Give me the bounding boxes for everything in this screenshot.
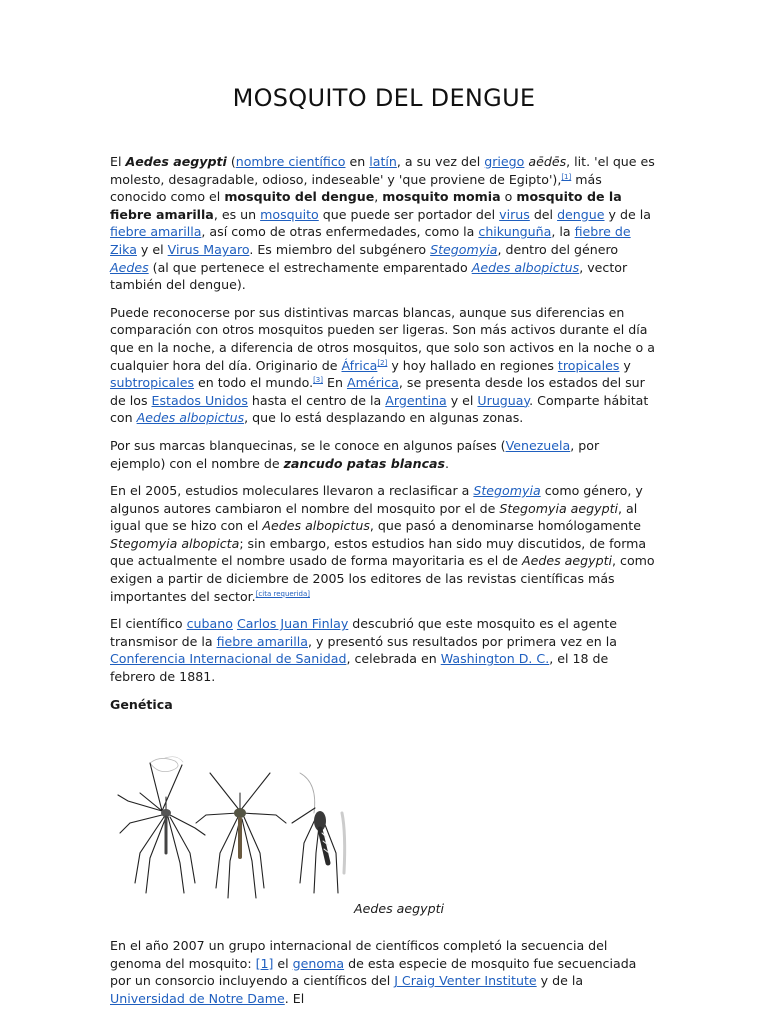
greek-word: aēdēs: [528, 154, 567, 169]
link-africa[interactable]: África: [341, 357, 378, 373]
link-nombre-cientifico[interactable]: nombre científico: [235, 154, 346, 169]
reference-1[interactable]: [1]: [561, 172, 572, 181]
link-zika[interactable]: fiebre de Zika: [110, 224, 631, 257]
link-aedes-albopictus[interactable]: [472, 260, 579, 275]
species-name: Aedes aegypti: [522, 553, 613, 569]
link-fiebre-amarilla[interactable]: fiebre amarilla: [216, 633, 308, 649]
bold-name: mosquito de la fiebre amarilla: [110, 189, 622, 222]
mosquito-illustration: [110, 753, 360, 903]
link-washington[interactable]: Washington D. C.: [440, 651, 550, 667]
text: , al igual que se hizo con el: [110, 500, 638, 534]
text: y: [619, 357, 631, 373]
link-aedes[interactable]: [110, 260, 149, 275]
species-name: Aedes aegypti: [125, 154, 227, 169]
link-text: Stegomyia: [473, 483, 541, 499]
text: . Comparte hábitat con: [110, 392, 649, 426]
text: descubrió que este mosquito es el agente transmisor de la: [110, 616, 617, 649]
text: hasta el centro de la: [247, 392, 386, 408]
text: El científico: [110, 616, 187, 632]
document-body: [110, 153, 656, 1018]
text: como género, y algunos autores cambiaron el nombre del mosquito por el de: [110, 483, 643, 516]
text: , que pasó a denominarse homólogamente: [369, 518, 641, 534]
link-stegomyia[interactable]: [430, 242, 497, 257]
text: , celebrada en: [346, 651, 441, 667]
text: . Es miembro del subgénero: [249, 241, 431, 257]
bold-italic-name: zancudo patas blancas: [283, 455, 446, 471]
text: El: [110, 154, 126, 169]
text: . El: [284, 991, 305, 1006]
paragraph-finlay: [110, 615, 656, 685]
text: , dentro del género: [497, 241, 619, 257]
citation-needed[interactable]: [cita requerida]: [255, 589, 310, 598]
bold-name: mosquito momia: [382, 189, 501, 205]
text: (: [226, 154, 236, 169]
text: Por sus marcas blanquecinas, se le conoce en algunos países (: [110, 437, 506, 453]
reference-2[interactable]: [2]: [377, 358, 388, 367]
link-text: Aedes albopictus: [471, 259, 580, 275]
mosquito-1: [118, 763, 205, 893]
text: ; sin embargo, estos estudios han sido muy discutidos, de forma que actualmente el nombre usado de forma mayoritaria es el de: [110, 535, 647, 569]
text: .: [445, 455, 450, 471]
link-venter-institute[interactable]: J Craig Venter Institute: [394, 973, 537, 989]
link-reference-genome[interactable]: [1]: [255, 955, 274, 971]
paragraph-genome: [110, 937, 656, 1007]
text: y el: [446, 392, 478, 408]
text: Puede reconocerse por sus distintivas marcas blancas, aunque sus diferencias en comparación con otros mosquitos pueden ser ligeras. Son más activos durante el día que en la noche, a diferencia de otros mosquitos, que solo son activos en la noche o a cualquier hora del día. Originario de: [110, 304, 655, 373]
link-griego[interactable]: griego: [484, 154, 525, 169]
text: , a su vez del: [396, 154, 485, 169]
paragraph-intro: [110, 153, 656, 294]
text: , así como de otras enfermedades, como la: [201, 224, 479, 240]
reference-3[interactable]: [3]: [313, 376, 323, 385]
text: , la: [551, 224, 575, 240]
link-carlos-finlay[interactable]: Carlos Juan Finlay: [236, 616, 349, 632]
bold-name: mosquito del dengue: [224, 189, 375, 205]
species-name: Aedes albopictus: [262, 518, 370, 534]
link-estados-unidos[interactable]: Estados Unidos: [151, 392, 248, 408]
mosquito-figure: [110, 753, 656, 917]
text: ,: [374, 189, 383, 205]
text: del: [529, 206, 558, 222]
link-text: Aedes: [110, 259, 149, 275]
text: , es un: [213, 206, 261, 222]
link-conferencia[interactable]: Conferencia Internacional de Sanidad: [110, 651, 347, 667]
link-cubano[interactable]: cubano: [186, 616, 233, 632]
link-notre-dame[interactable]: Universidad de Notre Dame: [110, 991, 285, 1006]
text: el: [273, 955, 293, 971]
text: más conocido como el: [110, 171, 602, 205]
species-name: Stegomyia aegypti: [499, 500, 619, 516]
text: en: [345, 154, 370, 169]
figure-caption: Aedes aegypti: [354, 901, 445, 917]
link-chikungunya[interactable]: chikunguña: [478, 224, 552, 240]
text: (al que pertenece el estrechamente emparentado: [148, 259, 472, 275]
text: y el: [136, 241, 168, 257]
text: , y presentó sus resultados por primera vez en la: [307, 633, 617, 649]
text: En el 2005, estudios moleculares llevaron a reclasificar a: [110, 483, 474, 499]
text: , vector también del dengue).: [110, 259, 628, 293]
link-stegomyia[interactable]: [473, 483, 540, 498]
paragraph-description: [110, 304, 656, 427]
link-tropicales[interactable]: tropicales: [557, 357, 620, 373]
text: de esta especie de mosquito fue secuenciada por un consorcio incluyendo a científicos del: [110, 955, 637, 989]
link-fiebre-amarilla[interactable]: fiebre amarilla: [110, 224, 202, 240]
text: , el 18 de febrero de 1881.: [110, 651, 609, 685]
link-aedes-albopictus[interactable]: [137, 410, 244, 425]
section-heading-genetica: Genética: [110, 696, 173, 712]
text: En el año 2007 un grupo internacional de científicos completó la secuencia del genoma del mosquito:: [110, 938, 608, 971]
link-text: Aedes albopictus: [136, 410, 245, 426]
link-dengue[interactable]: dengue: [557, 206, 605, 222]
paragraph-nickname: [110, 437, 656, 472]
link-mayaro[interactable]: Virus Mayaro: [167, 241, 250, 257]
text: en todo el mundo.: [194, 375, 314, 391]
link-latin[interactable]: latín: [369, 154, 397, 169]
link-mosquito[interactable]: mosquito: [260, 206, 319, 222]
text: , que lo está desplazando en algunas zonas.: [244, 410, 524, 426]
text: y de la: [536, 973, 584, 989]
text: , se presenta desde los estados del sur de los: [110, 375, 645, 408]
link-genoma[interactable]: genoma: [292, 955, 345, 971]
page-title: MOSQUITO DEL DENGUE: [232, 84, 536, 112]
link-virus[interactable]: virus: [499, 206, 530, 222]
link-subtropicales[interactable]: subtropicales: [110, 375, 195, 391]
text: , lit. 'el que es molesto, desagradable, odioso, indeseable' y 'que proviene de Egipto'),: [110, 154, 655, 187]
link-venezuela[interactable]: Venezuela: [505, 437, 571, 453]
mosquito-3: [292, 773, 345, 893]
text: y hoy hallado en regiones: [387, 357, 558, 373]
link-uruguay[interactable]: Uruguay: [477, 392, 530, 408]
mosquito-2: [196, 773, 286, 898]
link-argentina[interactable]: Argentina: [385, 392, 447, 408]
text: o: [500, 189, 517, 205]
text: , por ejemplo) con el nombre de: [110, 437, 600, 471]
link-text: Stegomyia: [430, 241, 498, 257]
text: y de la: [604, 206, 651, 222]
paragraph-taxonomy: [110, 482, 656, 605]
species-name: Stegomyia albopicta: [110, 535, 240, 551]
link-america[interactable]: América: [346, 375, 399, 391]
text: , como exigen a partir de diciembre de 2005 los editores de las revistas científicas más importantes del sector.: [110, 553, 655, 604]
text: En: [323, 375, 347, 391]
text: que puede ser portador del: [318, 206, 500, 222]
